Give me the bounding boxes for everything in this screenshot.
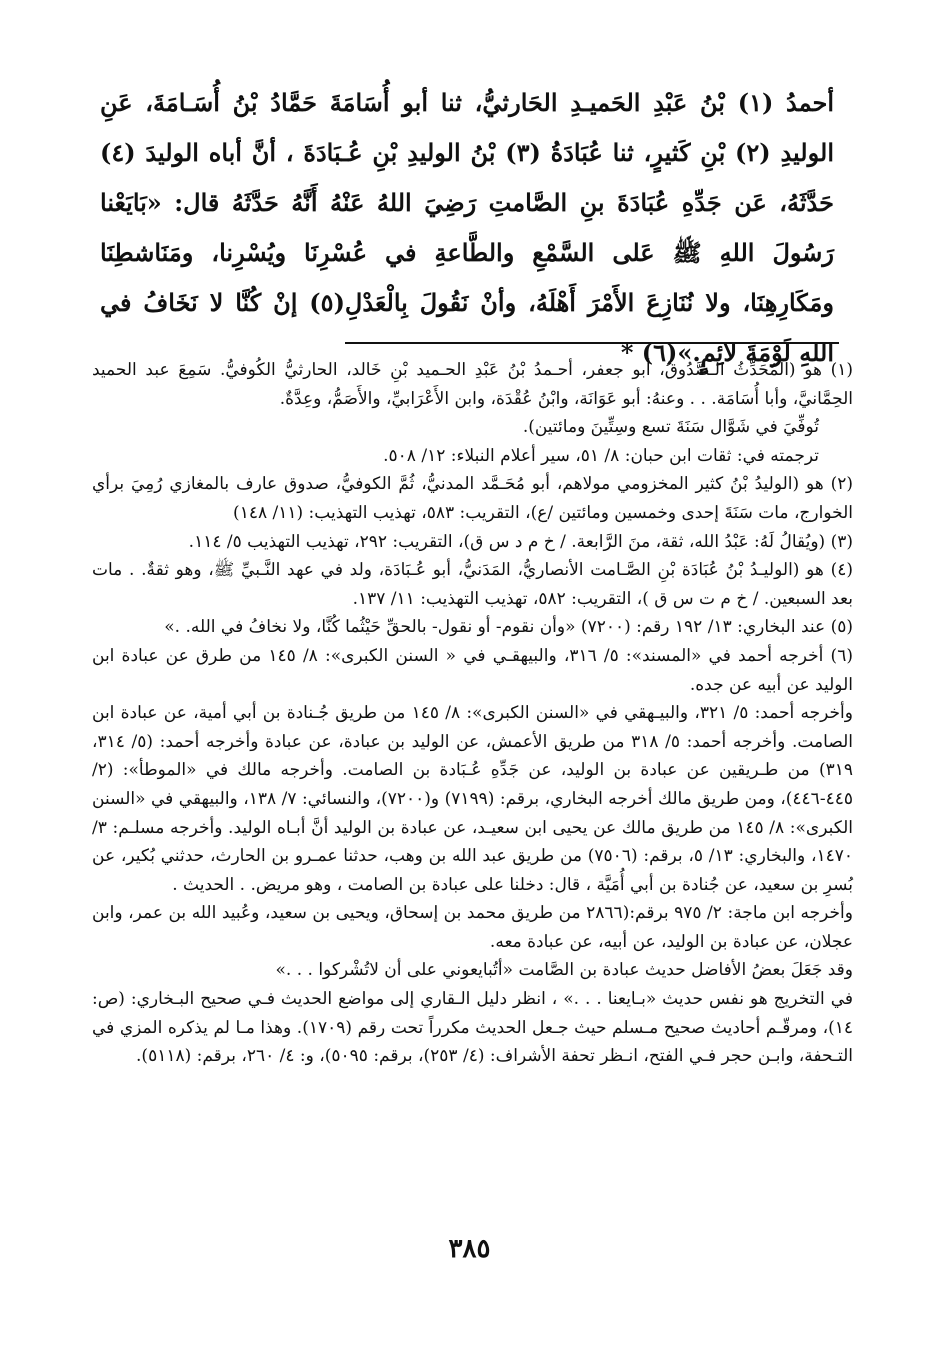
footnote-2: (٢) هو (الوليدُ بْنُ كثير المخزومي مولاهم، أبو مُحَـمَّد المدنيُّ، ثُمَّ الكوفيُّ، صدوق عارف بالمغازي رُمِيَ برأي الخوارج، مات سَنَةَ إحدى وخمسين ومائتين /ع)، التقريب: ٥٨٣، تهذيب التهذيب: (١١/ ١٤٨)	[92, 474, 853, 523]
main-paragraph: أحمدُ (١) بْنُ عَبْدِ الحَميـدِ الحَارثيُّ، ثنا أبو أُسَامَةَ حَمَّادُ بْنُ أُسَـامَةَ، عَنِ الوليدِ (٢) بْنِ كَثيرٍ، ثنا عُبَادَةُ (٣) بْنُ الوليدِ بْنِ عُـبَادَةَ ، أنَّ أباه الوليدَ (٤) حَدَّثَهُ، عَن جَدِّهِ عُبَادَةَ بنِ الصَّامتِ رَضِيَ اللهُ عَنْهُ أَنَّهُ حَدَّثَهُ قال: «بَايَعْنا رَسُولَ اللهِ ﷺ عَلى السَّمْعِ والطَّاعةِ في عُسْرِنَا ويُسْرِنا، ومَنَاشطِنَا ومَكَارِهِنَا، ولا نُنَازِعَ الأَمْرَ أَهْلَهُ، وأنْ نَقُولَ بِالْعَدْلِ(٥) إنْ كُنَّا لا نَخَافُ في اللهِ لَوْمَةَ لائِمٍ.»(٦) *	[100, 88, 835, 367]
footnote-1-sources: ترجمته في: ثقات ابن حبان: ٨/ ٥١، سير أعلام النبلاء: ١٢/ ٥٠٨.	[383, 445, 819, 466]
footnote-6-ibn-majah: وأخرجه ابن ماجة: ٢/ ٩٧٥ برقم:(٢٨٦٦ من طريق محمد بن إسحاق، ويحيى بن سعيد، وعُبيد الله بن عمر، وابن عجلان، عن عبادة بن الوليد، عن أبيه، عن عبادة معه.	[92, 903, 853, 952]
footnote-divider	[345, 342, 839, 344]
footnote-1: (١) هو (المُحَدِّثُ الـصَّدُوقُ، أبو جعفر، أحـمدُ بْنُ عَبْدِ الحـميد بْنِ خَالد، الحارثيُّ الكُوفيُّ. سَمِعَ عبد الحميد الحِمَّانيَّ، وأبا أُسَامَة. . . وعنهُ: أبو عَوَانَة، وابْنُ عُقْدَة، وابن الأَعْرَابيِّ، والأَصَمُّ، وعِدَّةٌ.	[92, 360, 853, 409]
footnote-5: (٥) عند البخاري: ١٣/ ١٩٢ رقم: (٧٢٠٠) «وأن نقوم- أو نقول- بالحقِّ حَيْثُما كُنَّا، ولا نخافُ في الله. .»	[164, 617, 853, 638]
page-number: ٣٨٥	[448, 1234, 491, 1264]
footnote-6-remark: وقد جَعَلَ بعضُ الأفاضل حديث عبادة بن الصَّامت «أتُبايعوني على أن لاتُشْركوا . . .»	[275, 960, 853, 981]
main-text	[100, 78, 834, 378]
footnote-6-takhrij: في التخريج هو نفس حديث «بـايعنا . . .» ، انظر دليل الـقاري إلى مواضع الحديث فـي صحيح البـخاري: (ص: ١٤)، ومرقّـم أحاديث صحيح مـسلم حيث جـعل الحديث مكرراً تحت رقم (١٧٠٩). وهذا مـا لم يذكره المزي في التـحفة، وابـن حجر فـي الفتح، انـظر تحفة الأشراف: (٤/ ٢٥٣)، برقم: ٥٠٩٥)، و: ٤/ ٢٦٠، برقم: (٥١١٨).	[92, 989, 853, 1067]
footnote-4: (٤) هو (الوليـدُ بْنُ عُبَادَة بْنِ الصَّـامت الأنصاريُّ، المَدَنيُّ، أبو عُـبَادَة، ولد في عهد النَّـبيِّ ﷺ، وهو ثقةٌ. . مات بعد السبعين. / خ م ت س ق )، التقريب: ٥٨٢، تهذيب التهذيب: ١١/ ١٣٧.	[92, 560, 853, 609]
footnote-1-death: تُوفِّيَ في شَوَّال سَنَةَ تسع وسِتِّينَ ومائتين).	[522, 417, 819, 438]
footnotes-section	[92, 356, 853, 1071]
footnote-6: (٦) أخرجه أحمد في «المسند»: ٥/ ٣١٦، والبيهقـي في « السنن الكبرى»: ٨/ ١٤٥ من طرق عن عبادة ابن الوليد عن أبيه عن جده.	[92, 645, 853, 695]
footnote-6-continued: وأخرجه أحمد: ٥/ ٣٢١، والبيـهقي في «السنن الكبرى»: ٨/ ١٤٥ من طريق جُـنادة بن أبي أمية، عن عبادة ابن الصامت. وأخرجه أحمد: ٥/ ٣١٨ من طريق الأعمش، عن الوليد بن عبادة، عن عبادة وأخرجه أحمد: (٥/ ٣١٤، ٣١٩) من طـريقين عن عبادة بن الوليد، عن جَدِّهِ عُـبَادة بن الصامت. وأخرجه مالك في «الموطأ»: (٢/ ٤٤٥-٤٤٦)، ومن طريق مالك أخرجه البخاري، برقم: (٧١٩٩) و(٧٢٠٠)، والنسائي: ٧/ ١٣٨، والبيهقي في «السنن الكبرى»: ٨/ ١٤٥ من طريق مالك عن يحيى ابن سعيـد، عن عبادة بن الوليد أنَّ أبـاه الوليد. وأخرجه مسلـم: ٣/ ١٤٧٠، والبخاري: ١٣/ ٥، برقم: (٧٥٠٦) من طريق عبد الله بن وهب، حدثنا عمـرو بن الحارث، حدثني بُكير، عن بُسرِ بن سعيد، عن جُنادة بن أبي أُمَيَّة ، قال: دخلنا على عبادة بن الصامت ، وهو مريض. . الحديث .	[92, 703, 854, 895]
footnote-3: (٣) (ويُقالُ لَهُ: عَبْدُ الله، ثقة، منَ الرَّابعة. / خ م د س ق)، التقريب: ٢٩٢، تهذيب التهذيب ٥/ ١١٤.	[188, 531, 853, 552]
